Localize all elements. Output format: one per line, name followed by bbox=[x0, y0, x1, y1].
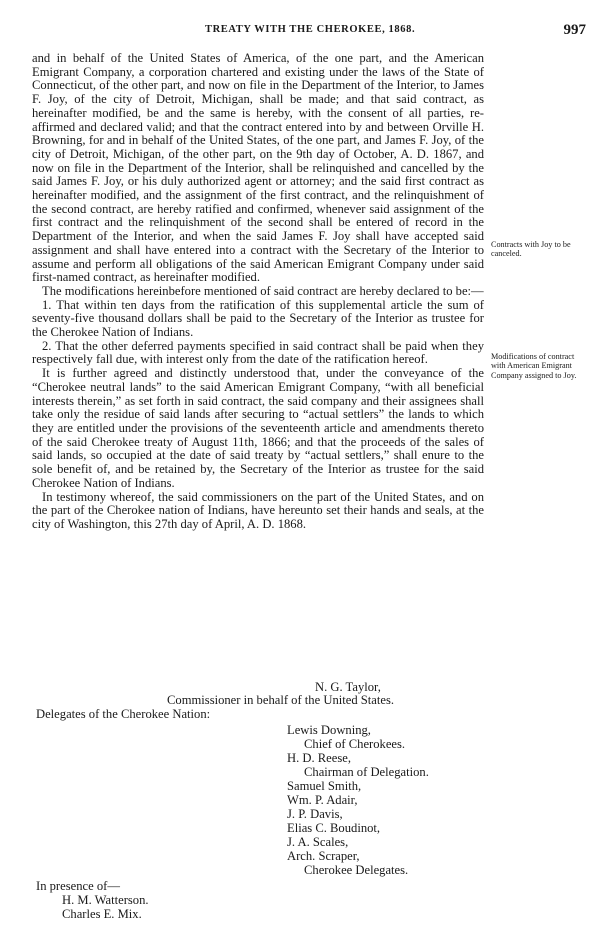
delegate-signature: H. D. Reese, bbox=[287, 751, 352, 765]
delegate-title: Chief of Cherokees. bbox=[304, 737, 406, 751]
delegate-signature: Elias C. Boudinot, bbox=[287, 821, 381, 835]
paragraph-neutral-lands: It is further agreed and distinctly understood that, under the conveyance of the “Cherokee neutral lands” to the said American Emigrant Company, “with all beneficial interests therein,” as set forth in said contract, the said company and their assignees shall take only the residue of said lands after securing to “actual settlers” the lands to which they are entitled under the provisions of the seventeenth article and amendments thereto of the said Cherokee treaty of August 11th, 1866; and that the proceeds of the sales of said lands, so occupied at the date of said treaty by “actual settlers,” shall enure to the sole benefit of, and be retained by, the Secretary of the Interior as trustee for the said Cherokee Nation of Indians. bbox=[32, 366, 484, 490]
paragraph-testimony: In testimony whereof, the said commissioners on the part of the United States, and on the part of the Cherokee nation of Indians, have hereunto set their hands and seals, at the city of Washington, this 27th day of April, A. D. 1868. bbox=[32, 489, 484, 531]
delegate-signature: Wm. P. Adair, bbox=[287, 793, 358, 807]
delegate-signature: Lewis Downing, bbox=[287, 723, 371, 737]
paragraph-modifications-intro: The modifications hereinbefore mentioned of said contract are hereby declared to be:— bbox=[42, 283, 484, 298]
delegate-signature: J. A. Scales, bbox=[287, 835, 349, 849]
paragraph-modification-1: 1. That within ten days from the ratification of this supplemental article the sum of seventy-five thousand dollars shall be paid to the Secretary of the Interior as trustee for the Cherokee Nation of Indians. bbox=[32, 297, 484, 340]
commissioner-name: N. G. Taylor, bbox=[315, 680, 381, 694]
delegates-heading: Delegates of the Cherokee Nation: bbox=[36, 707, 211, 721]
delegate-title: Cherokee Delegates. bbox=[304, 863, 409, 877]
treaty-body bbox=[32, 52, 484, 532]
witness-heading: In presence of— bbox=[36, 879, 120, 893]
delegate-title: Chairman of Delegation. bbox=[304, 765, 429, 779]
delegate-signature: Arch. Scraper, bbox=[287, 849, 360, 863]
witness-signature: H. M. Watterson. bbox=[62, 893, 149, 907]
margin-note-modifications: Modifications of contract with American Emigrant Company assigned to Joy. bbox=[491, 352, 577, 380]
page-header bbox=[0, 22, 600, 42]
delegate-signature: J. P. Davis, bbox=[287, 807, 343, 821]
delegate-signature: Samuel Smith, bbox=[287, 779, 362, 793]
commissioner-title: Commissioner in behalf of the United States. bbox=[167, 693, 395, 707]
page-number: 997 bbox=[563, 22, 586, 38]
paragraph-contract-assignment: and in behalf of the United States of America, of the one part, and the American Emigrant Company, a corporation chartered and existing under the laws of the State of Connecticut, of the other part, and now on file in the Department of the Interior, to James F. Joy, of the city of Detroit, Michigan, shall be made; and that said contract, as hereinafter modified, be and the same is hereby, with the consent of all parties, re-affirmed and declared valid; and that the contract entered into by and between Orville H. Browning, for and in behalf of the United States, of the one part, and James F. Joy, of the city of Detroit, Michigan, of the other part, on the 9th day of October, A. D. 1867, and now on file in the Department of the Interior, shall be relinquished and cancelled by the said James F. Joy, or his duly authorized agent or attorney; and the said first contract as hereinafter modified, and the assignment of the first contract, and the relinquishment of the second contract, are hereby ratified and confirmed, whenever said assignment of the first contract and the relinquishment of the second shall be entered of record in the Department of the Interior, and when the said James F. Joy shall have accepted said assignment and shall have entered into a contract with the Secretary of the Interior to assume and perform all obligations of the said American Emigrant Company under said first-named contract, as hereinafter modified. bbox=[32, 51, 484, 285]
running-title: TREATY WITH THE CHEROKEE, 1868. bbox=[205, 24, 416, 35]
paragraph-modification-2: 2. That the other deferred payments specified in said contract shall be paid when they respectively fall due, with interest only from the date of the ratification hereof. bbox=[32, 338, 484, 367]
margin-note-contracts-canceled: Contracts with Joy to be canceled. bbox=[491, 240, 571, 259]
witness-signature: Charles E. Mix. bbox=[62, 907, 142, 921]
